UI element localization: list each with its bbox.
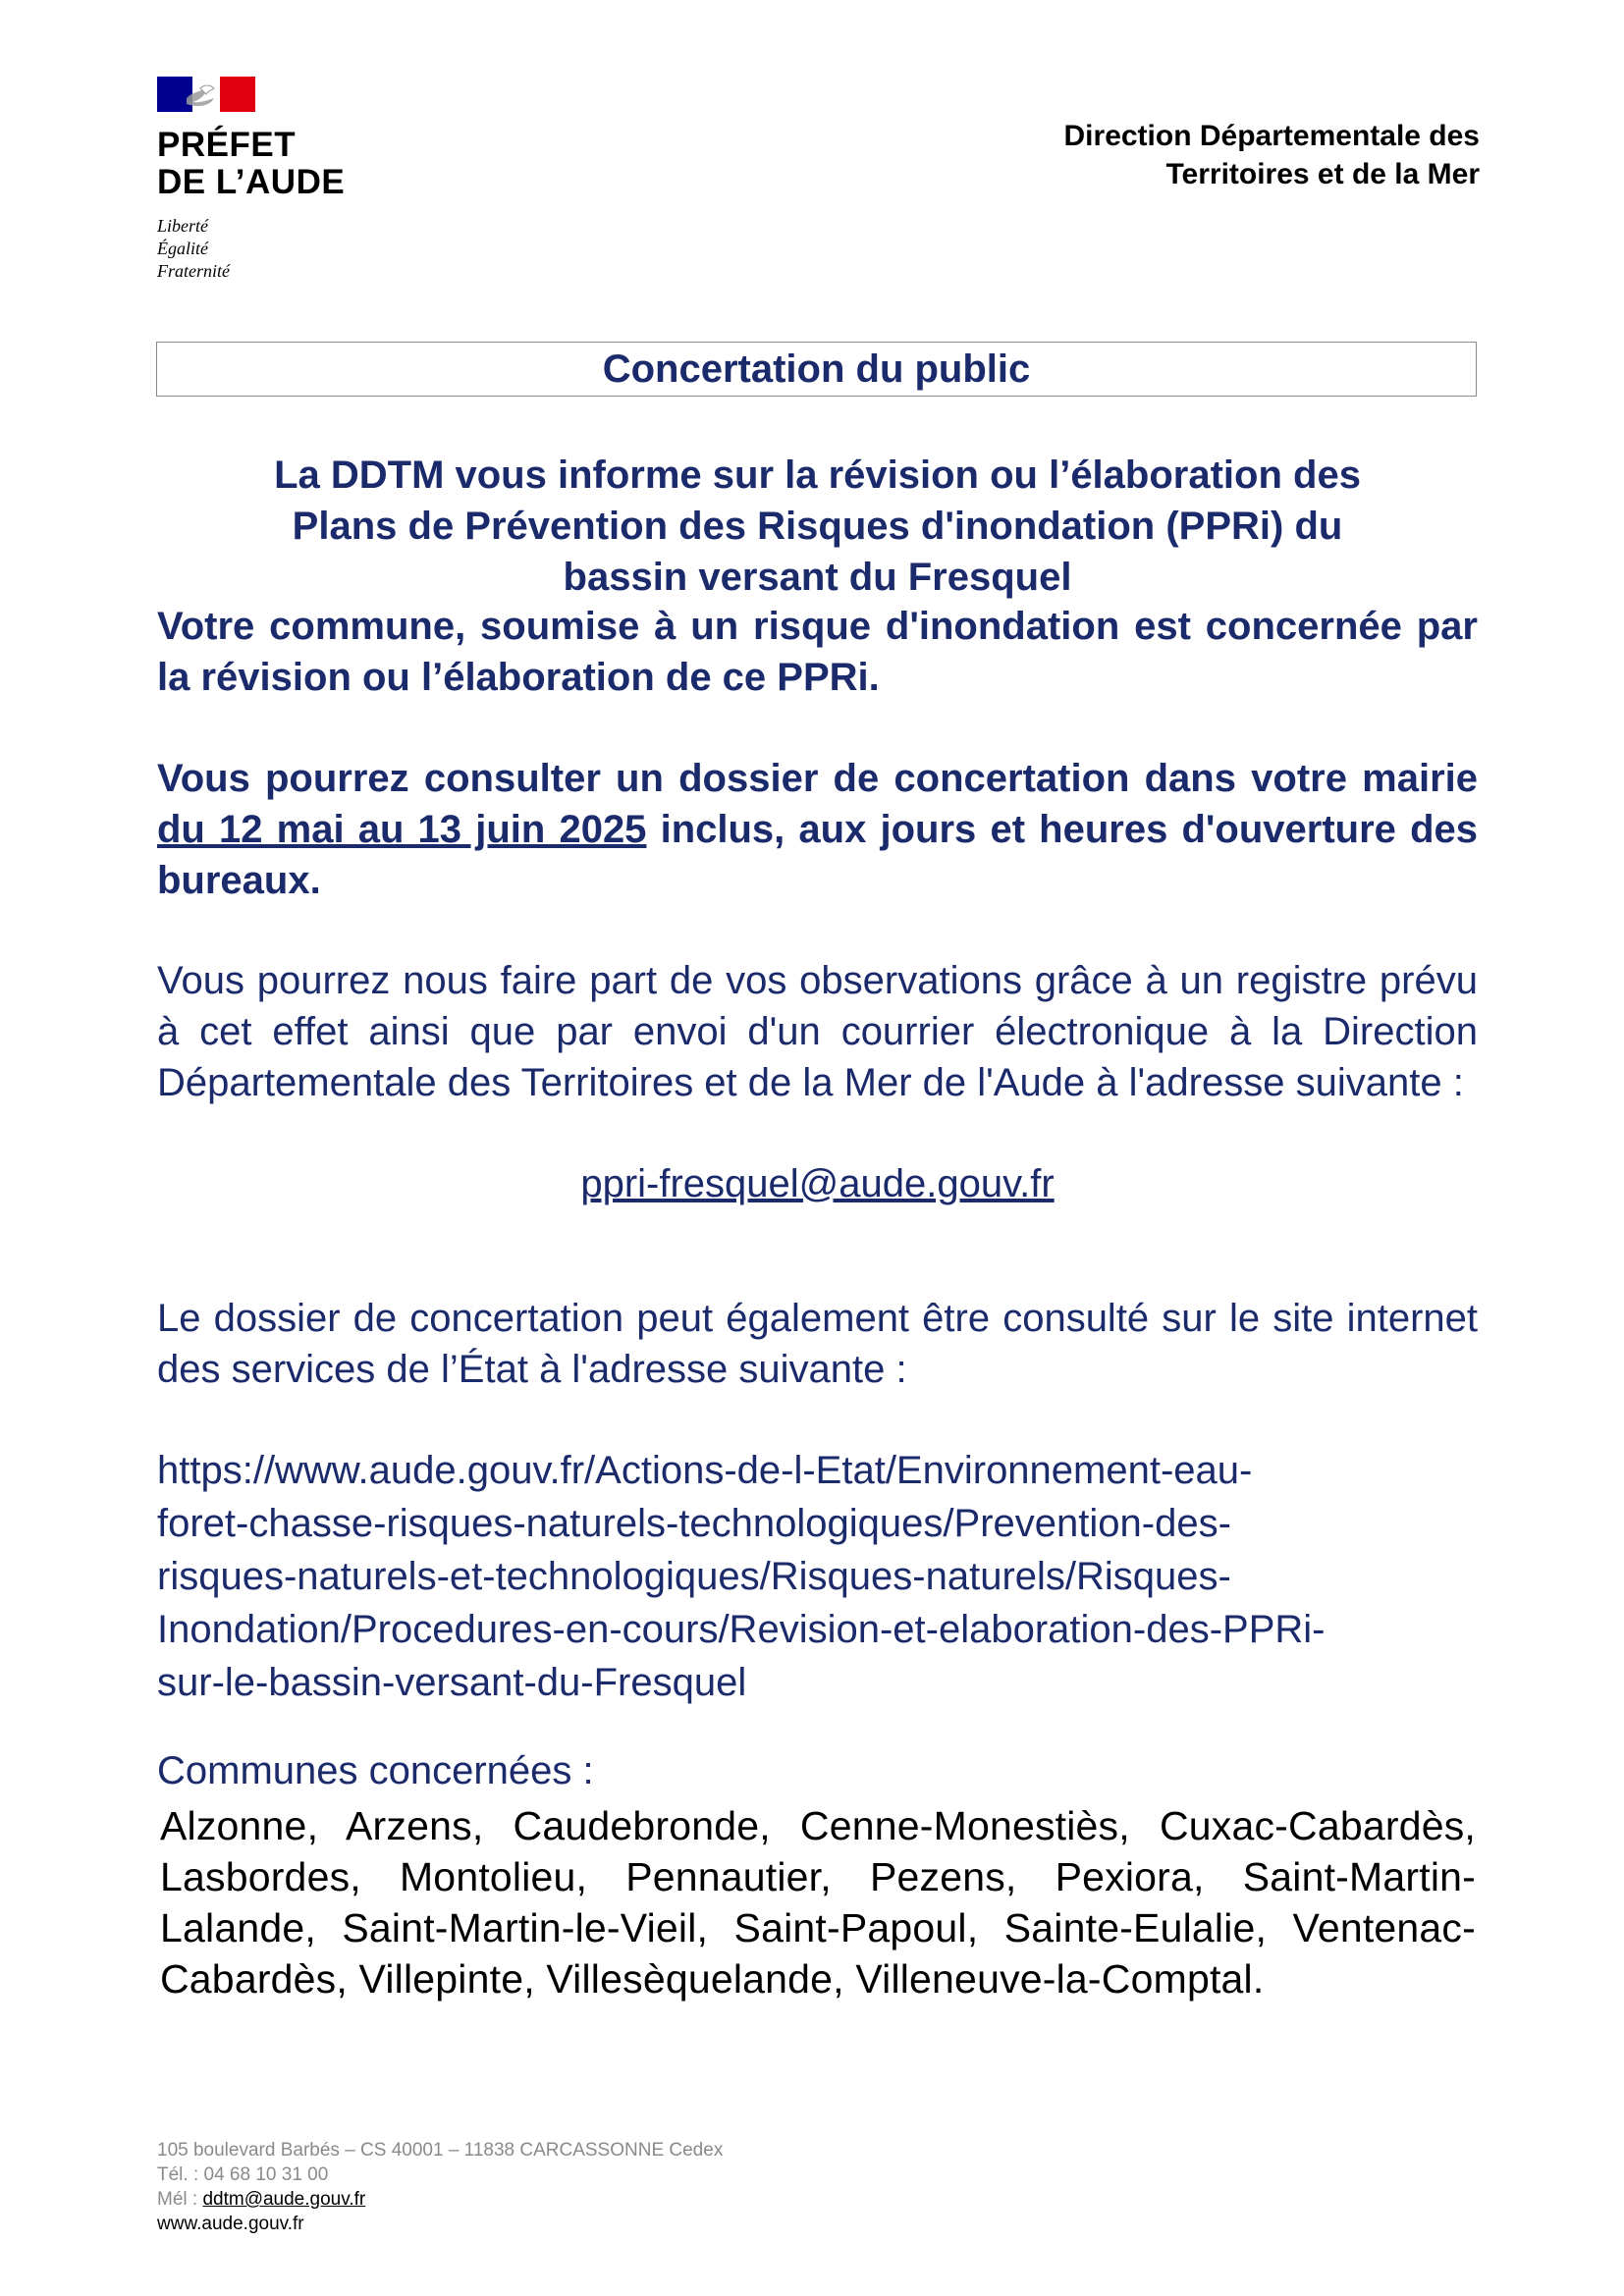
prefet-logo xyxy=(157,77,393,283)
observations-paragraph: Vous pourrez nous faire part de vos observations grâce à un registre prévu à cet effet ainsi que par envoi d'un courrier électronique à la Direction Départementale des Territoires et de la Mer de l'Aude à l'adresse suivante : xyxy=(157,959,1478,1104)
footer-mail-line xyxy=(157,2187,723,2212)
headline-line-2: Plans de Prévention des Risques d'inondation (PPRi) du xyxy=(292,505,1343,548)
consultation-text-after: inclus, aux jours et heures d'ouverture des bureaux. xyxy=(157,808,1479,902)
url-line: risques-naturels-et-technologiques/Risques-naturels/Risques- xyxy=(157,1555,1231,1598)
url-line: https://www.aude.gouv.fr/Actions-de-l-Etat/Environnement-eau- xyxy=(157,1449,1253,1492)
consultation-paragraph xyxy=(157,753,1478,906)
intro-paragraph: Votre commune, soumise à un risque d'inondation est concernée par la révision ou l’élaboration de ce PPRi. xyxy=(157,605,1478,699)
email-link[interactable]: ppri-fresquel@aude.gouv.fr xyxy=(580,1162,1055,1205)
logo-line-aude: DE L’AUDE xyxy=(157,163,346,201)
footer xyxy=(157,2138,723,2236)
logo-line-prefet: PRÉFET xyxy=(157,126,297,164)
department-line-2: Territoires et de la Mer xyxy=(1165,158,1480,190)
consultation-dates: du 12 mai au 13 juin 2025 xyxy=(157,808,647,851)
department-line-1: Direction Départementale des xyxy=(1063,120,1480,152)
footer-address: 105 boulevard Barbés – CS 40001 – 11838 CARCASSONNE Cedex xyxy=(157,2140,724,2161)
footer-mail-link[interactable]: ddtm@aude.gouv.fr xyxy=(202,2189,366,2210)
dossier-url[interactable] xyxy=(157,1444,1478,1709)
url-line: sur-le-bassin-versant-du-Fresquel xyxy=(157,1661,747,1704)
communes-list: Alzonne, Arzens, Caudebronde, Cenne-Monestiès, Cuxac-Cabardès, Lasbordes, Montolieu, Pennautier, Pezens, Pexiora, Saint-Martin-Lalande, Saint-Martin-le-Vieil, Saint-Papoul, Sainte-Eulalie, Ventenac-Cabardès, Villepinte, Villesèquelande, Villeneuve-la-Comptal. xyxy=(160,1803,1476,2002)
consultation-text-before: Vous pourrez consulter un dossier de concertation dans votre mairie xyxy=(157,757,1478,800)
url-line: foret-chasse-risques-naturels-technologiques/Prevention-des- xyxy=(157,1502,1231,1545)
department-header xyxy=(1064,117,1480,193)
motto-liberte: Liberté xyxy=(157,216,208,236)
footer-website-link[interactable]: www.aude.gouv.fr xyxy=(157,2214,304,2234)
headline xyxy=(157,450,1478,603)
title-box xyxy=(156,342,1477,397)
motto-egalite: Égalité xyxy=(157,239,208,258)
footer-phone: Tél. : 04 68 10 31 00 xyxy=(157,2164,329,2185)
email-line xyxy=(157,1158,1478,1209)
marianne-flag-icon xyxy=(157,77,255,112)
headline-line-3: bassin versant du Fresquel xyxy=(563,556,1072,599)
motto-fraternite: Fraternité xyxy=(157,261,230,281)
republic-motto xyxy=(157,215,393,283)
website-paragraph: Le dossier de concertation peut également être consulté sur le site internet des services de l’État à l'adresse suivante : xyxy=(157,1297,1478,1391)
url-line: Inondation/Procedures-en-cours/Revision-et-elaboration-des-PPRi- xyxy=(157,1608,1326,1651)
footer-mail-label: Mél : xyxy=(157,2189,203,2210)
communes-heading: Communes concernées : xyxy=(157,1749,594,1792)
headline-line-1: La DDTM vous informe sur la révision ou l’élaboration des xyxy=(274,454,1361,497)
page-title: Concertation du public xyxy=(602,347,1031,391)
